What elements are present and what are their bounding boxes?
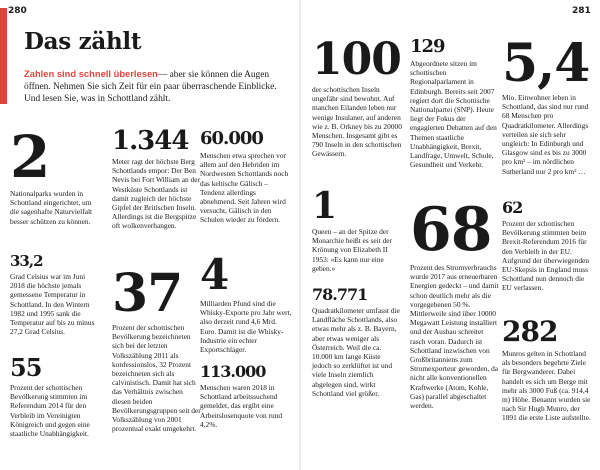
fact-1344 — [112, 128, 202, 231]
page-number-left: 280 — [8, 6, 27, 16]
fact-number: 68 — [410, 195, 492, 265]
fact-number: 37 — [112, 263, 183, 324]
fact-5-4 — [502, 33, 594, 176]
fact-text: Milliarden Pfund sind die Whisky-Exporte pro Jahr wert, also derzeit rund 4,6 Mrd. Euro. Damit ist die Whisky-Industrie ein echter Exportschlager. — [200, 299, 292, 355]
page-number-right: 281 — [572, 6, 591, 16]
fact-129 — [410, 38, 500, 169]
fact-text: Prozent des Stromverbrauchs wurde 2017 aus erneuerbaren Energien gedeckt – und damit schon deutlich mehr als die vorgegebenen 50 %. Mittlerweile sind über 10000 Megawatt Leistung installiert und der Ausbau schreitet rasch voran. Dadurch ist Schottland inzwischen von Großbritanniens zum Stromexporteur geworden, da nicht alle konventionellen Kraftwerke (Atom, Kohle, Gas) parallel abgeschaltet werden. — [410, 263, 499, 411]
fact-number: 100 — [312, 34, 401, 85]
fact-text: Prozent der schottischen Bevölkerung stimmten beim Brexit-Referendum 2016 für den Verbleib in der EU. Aufgrund der überwiegenden EU-Skepsis in England muss Schottland nun dennoch die EU verlassen. — [502, 219, 590, 293]
fact-number: 4 — [200, 250, 229, 299]
fact-62 — [502, 200, 594, 293]
fact-number: 5,4 — [502, 33, 590, 94]
fact-number: 129 — [410, 36, 445, 57]
fact-60000 — [200, 130, 292, 225]
fact-text: Grad Celsius war im Juni 2018 die höchste jemals gemessene Temperatur in Schottland. In den Wintern 1982 und 1995 sank die Temperatur auf bis zu minus 27,2 Grad Celsius. — [10, 272, 95, 337]
fact-number: 78.771 — [312, 285, 368, 304]
fact-number: 282 — [502, 315, 558, 348]
intro-lead: Zahlen sind schnell überlesen — [24, 68, 158, 79]
fact-text: Quadratkilometer umfasst die Landfläche Schottlands, also etwas mehr als z. B. Bayern, aber etwas weniger als Österreich. Weil die ca. 10.000 km lange Küste jedoch so zerklüftet ist und viele Inseln ziemlich abgelegen sind, wirkt Schottland viel größer. — [312, 306, 400, 398]
fact-4 — [200, 250, 292, 355]
fact-text: Abgeordnete sitzen im schottischen Regionalparlament in Edinburgh. Bereits seit 2007 regiert dort die Schottische Nationalpartei (SNP). Heute liegt der Fokus der engagierten Debatten auf den Themen staatliche Unabhängigkeit, Brexit, Landfrage, Umwelt, Schule, Gesundheit und Verkehr. — [410, 59, 497, 170]
fact-text: Queen – an der Spitze der Monarchie heißt es seit der Krönung von Elizabeth II 1953: «Es kann nur eine geben.» — [312, 227, 393, 273]
fact-33-2 — [10, 254, 100, 336]
fact-55 — [10, 353, 100, 439]
fact-number: 55 — [10, 353, 42, 382]
fact-282 — [502, 315, 594, 423]
page-gutter — [299, 0, 301, 470]
fact-text: Meter ragt der höchste Berg Schottlands empor: Der Ben Nevis bei Fort William an der Westküste Schottlands ist damit zugleich der höchste Gipfel der Britischen Inseln. Allerdings ist die Bergspitze oft wolkenverhangen. — [112, 157, 201, 231]
fact-number: 1 — [312, 185, 337, 227]
fact-number: 60.000 — [200, 128, 263, 149]
fact-78771 — [312, 287, 402, 398]
fact-68 — [410, 195, 500, 411]
fact-1 — [312, 185, 402, 273]
fact-number: 62 — [502, 198, 523, 217]
intro-body: — aber sie können die Augen öffnen. Nehmen Sie sich Zeit für ein paar überraschende Einblicke. Und lesen Sie, was in Schottland zählt. — [24, 70, 277, 104]
fact-text: der schottischen Inseln ungefähr sind bewohnt. Auf manchen Eilanden leben nur wenige Insulaner, auf anderen wie z. B. Orkney bis zu 20000 Menschen. Insgesamt gibt es 790 Inseln in den schottischen Gewässern. — [312, 85, 402, 159]
fact-37 — [112, 263, 202, 434]
intro-paragraph — [24, 68, 286, 105]
fact-number: 2 — [10, 123, 50, 191]
fact-113000 — [200, 364, 292, 429]
fact-text: Menschen etwa sprechen vor allem auf den Hebriden im Nordwesten Schottlands noch das keltische Gälisch – Tendenz allerdings abnehmend. Seit Jahren wird versucht, Gälisch in den Schulen wieder zu fördern. — [200, 151, 289, 225]
fact-text: Mio. Einwohner leben in Schottland, das sind nur rund 68 Menschen pro Quadratkilometer. Allerdings verteilen sie sich sehr ungleich: In Edinburgh und Glasgow sind es bis zu 3000 pro km² – im nördlichen Sutherland nur 2 pro km² … — [502, 93, 589, 176]
fact-text: Prozent der schottischen Bevölkerung stimmten im Referendum 2014 für den Verbleib im Vereinigten Königreich und gegen eine staatliche Unabhängigkeit. — [10, 383, 90, 439]
fact-2 — [10, 123, 100, 226]
fact-number: 33,2 — [10, 252, 43, 270]
fact-text: Nationalparks wurden in Schottland eingerichtet, um die sagenhafte Naturvielfalt besser schützen zu können. — [10, 189, 93, 226]
accent-edge-tab — [0, 8, 7, 104]
fact-text: Munros gelten in Schottland als besonders begehrte Ziele für Bergwanderer. Dabei handelt es sich um Berge mit mehr als 3000 Fuß (ca. 914,4 m) Höhe. Benannt wurden sie nach Sir Hugh Munro, der 1891 die erste Liste aufstellte. — [502, 349, 591, 423]
fact-text: Prozent der schottischen Bevölkerung bezeichneten sich bei der letzten Volkszählung 2011 als konfessionslos, 32 Prozent bezeichneten sich als calvinistisch. Damit hat sich das Verhältnis zwischen diesen beiden Bevölkerungsgruppen seit der Volkszählung von 2001 prozentual exakt umgekehrt. — [112, 323, 201, 434]
fact-text: Menschen waren 2018 in Schottland arbeitssuchend gemeldet, das ergibt eine Arbeitslosenquote von rund 4,2%. — [200, 383, 283, 429]
fact-100 — [312, 34, 402, 159]
fact-number: 1.344 — [112, 126, 189, 156]
page-title: Das zählt — [24, 28, 142, 55]
fact-number: 113.000 — [200, 362, 266, 381]
